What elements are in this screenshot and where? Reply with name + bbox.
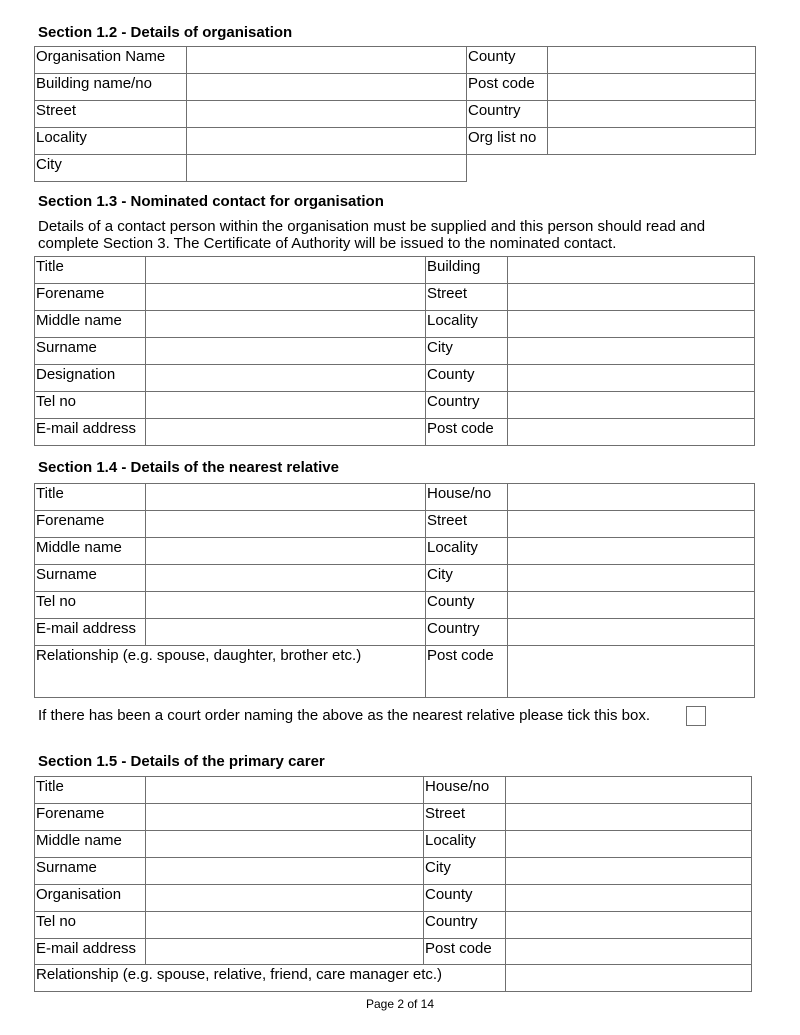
table-row (35, 101, 756, 128)
table-row (35, 338, 755, 365)
org-list-no-label: Org list no (467, 128, 548, 155)
contact-title-input[interactable] (147, 258, 424, 275)
org-list-no-input[interactable] (549, 129, 754, 146)
contact-country-input[interactable] (509, 393, 753, 410)
contact-title-label: Title (35, 257, 146, 284)
carer-surname-input[interactable] (147, 859, 422, 876)
table-row (35, 284, 755, 311)
relative-title-input[interactable] (147, 485, 424, 502)
org-name-field[interactable] (187, 47, 467, 74)
relative-title-field[interactable] (146, 484, 426, 511)
org-building-label: Building name/no (35, 74, 187, 101)
relative-forename-input[interactable] (147, 512, 424, 529)
table-row (35, 965, 752, 992)
contact-postcode-label: Post code (426, 419, 508, 446)
table-row (35, 912, 752, 939)
contact-building-input[interactable] (509, 258, 753, 275)
contact-locality-field[interactable] (508, 311, 755, 338)
contact-surname-field[interactable] (146, 338, 426, 365)
table-row (35, 939, 752, 965)
contact-building-label: Building (426, 257, 508, 284)
contact-email-input[interactable] (147, 420, 424, 437)
relative-tel-field[interactable] (146, 592, 426, 619)
org-county-field[interactable] (548, 47, 756, 74)
contact-forename-input[interactable] (147, 285, 424, 302)
relative-middle-name-field[interactable] (146, 538, 426, 565)
org-postcode-field[interactable] (548, 74, 756, 101)
table-row (35, 484, 755, 511)
relative-surname-label: Surname (35, 565, 146, 592)
nearest-relative-table (34, 483, 755, 698)
table-row (35, 311, 755, 338)
contact-city-field[interactable] (508, 338, 755, 365)
carer-postcode-label: Post code (424, 939, 506, 965)
org-country-input[interactable] (549, 102, 754, 119)
carer-city-label: City (424, 858, 506, 885)
relative-postcode-field[interactable] (508, 646, 755, 698)
carer-organisation-label: Organisation (35, 885, 146, 912)
carer-relationship-label: Relationship (e.g. spouse, relative, friend, care manager etc.) (35, 965, 506, 992)
relative-county-label: County (426, 592, 508, 619)
org-name-input[interactable] (188, 48, 465, 65)
carer-forename-field[interactable] (146, 804, 424, 831)
contact-city-input[interactable] (509, 339, 753, 356)
contact-surname-label: Surname (35, 338, 146, 365)
carer-country-input[interactable] (507, 913, 750, 930)
relative-locality-field[interactable] (508, 538, 755, 565)
table-row (35, 511, 755, 538)
carer-surname-label: Surname (35, 858, 146, 885)
org-street-field[interactable] (187, 101, 467, 128)
table-row (35, 885, 752, 912)
carer-house-label: House/no (424, 777, 506, 804)
relative-house-label: House/no (426, 484, 508, 511)
relative-country-input[interactable] (509, 620, 753, 637)
carer-surname-field[interactable] (146, 858, 424, 885)
table-row (35, 646, 755, 698)
carer-locality-field[interactable] (506, 831, 752, 858)
relative-street-field[interactable] (508, 511, 755, 538)
relative-surname-field[interactable] (146, 565, 426, 592)
contact-surname-input[interactable] (147, 339, 424, 356)
contact-locality-input[interactable] (509, 312, 753, 329)
section-1-5-heading: Section 1.5 - Details of the primary carer (38, 753, 325, 770)
carer-email-input[interactable] (147, 940, 422, 957)
table-row (35, 47, 756, 74)
org-country-label: Country (467, 101, 548, 128)
contact-street-input[interactable] (509, 285, 753, 302)
table-row (35, 257, 755, 284)
relative-tel-label: Tel no (35, 592, 146, 619)
contact-tel-label: Tel no (35, 392, 146, 419)
carer-organisation-input[interactable] (147, 886, 422, 903)
carer-title-label: Title (35, 777, 146, 804)
relative-city-label: City (426, 565, 508, 592)
contact-designation-input[interactable] (147, 366, 424, 383)
carer-email-label: E-mail address (35, 939, 146, 965)
section-1-3-heading: Section 1.3 - Nominated contact for organisation (38, 193, 384, 210)
page-number: Page 2 of 14 (365, 997, 435, 1011)
carer-locality-label: Locality (424, 831, 506, 858)
carer-house-input[interactable] (507, 778, 750, 795)
carer-tel-label: Tel no (35, 912, 146, 939)
table-row (35, 419, 755, 446)
contact-tel-input[interactable] (147, 393, 424, 410)
relative-email-label: E-mail address (35, 619, 146, 646)
carer-street-input[interactable] (507, 805, 750, 822)
carer-postcode-input[interactable] (507, 940, 750, 957)
org-name-label: Organisation Name (35, 47, 187, 74)
table-row (35, 128, 756, 155)
relative-middle-name-label: Middle name (35, 538, 146, 565)
relative-title-label: Title (35, 484, 146, 511)
carer-city-input[interactable] (507, 859, 750, 876)
relative-country-field[interactable] (508, 619, 755, 646)
relative-locality-label: Locality (426, 538, 508, 565)
relative-forename-label: Forename (35, 511, 146, 538)
carer-house-field[interactable] (506, 777, 752, 804)
contact-building-field[interactable] (508, 257, 755, 284)
org-locality-label: Locality (35, 128, 187, 155)
org-county-input[interactable] (549, 48, 754, 65)
carer-relationship-input[interactable] (507, 966, 750, 983)
section-1-4-heading: Section 1.4 - Details of the nearest relative (38, 459, 339, 476)
contact-county-input[interactable] (509, 366, 753, 383)
org-postcode-input[interactable] (549, 75, 754, 92)
carer-country-label: Country (424, 912, 506, 939)
relative-city-field[interactable] (508, 565, 755, 592)
relative-house-field[interactable] (508, 484, 755, 511)
section-1-3-description: Details of a contact person within the organisation must be supplied and this person should read and complete Section 3. The Certificate of Authority will be issued to the nominated contact. (38, 218, 706, 252)
org-building-input[interactable] (188, 75, 465, 92)
table-row (35, 74, 756, 101)
contact-country-label: Country (426, 392, 508, 419)
carer-postcode-field[interactable] (506, 939, 752, 965)
contact-middle-name-input[interactable] (147, 312, 424, 329)
contact-email-label: E-mail address (35, 419, 146, 446)
contact-email-field[interactable] (146, 419, 426, 446)
carer-county-field[interactable] (506, 885, 752, 912)
carer-county-label: County (424, 885, 506, 912)
contact-street-label: Street (426, 284, 508, 311)
contact-postcode-input[interactable] (509, 420, 753, 437)
carer-city-field[interactable] (506, 858, 752, 885)
table-row (35, 831, 752, 858)
relative-relationship-field[interactable] (35, 646, 426, 698)
carer-title-input[interactable] (147, 778, 422, 795)
contact-title-field[interactable] (146, 257, 426, 284)
relative-county-input[interactable] (509, 593, 753, 610)
table-row (35, 858, 752, 885)
relative-locality-input[interactable] (509, 539, 753, 556)
relative-street-input[interactable] (509, 512, 753, 529)
contact-tel-field[interactable] (146, 392, 426, 419)
contact-city-label: City (426, 338, 508, 365)
carer-county-input[interactable] (507, 886, 750, 903)
carer-tel-input[interactable] (147, 913, 422, 930)
org-street-label: Street (35, 101, 187, 128)
carer-country-field[interactable] (506, 912, 752, 939)
table-row (35, 565, 755, 592)
carer-street-field[interactable] (506, 804, 752, 831)
relative-email-input[interactable] (147, 620, 424, 637)
table-row (35, 365, 755, 392)
relative-city-input[interactable] (509, 566, 753, 583)
org-city-input[interactable] (188, 156, 465, 173)
carer-tel-field[interactable] (146, 912, 424, 939)
org-locality-field[interactable] (187, 128, 467, 155)
org-city-field[interactable] (187, 155, 467, 182)
table-row (35, 155, 756, 182)
table-row (35, 538, 755, 565)
org-building-field[interactable] (187, 74, 467, 101)
carer-forename-input[interactable] (147, 805, 422, 822)
contact-middle-name-field[interactable] (146, 311, 426, 338)
relative-tel-input[interactable] (147, 593, 424, 610)
table-row (35, 592, 755, 619)
table-row (35, 619, 755, 646)
contact-postcode-field[interactable] (508, 419, 755, 446)
carer-relationship-field[interactable] (506, 965, 752, 992)
org-street-input[interactable] (188, 102, 465, 119)
relative-surname-input[interactable] (147, 566, 424, 583)
relative-postcode-label: Post code (426, 646, 508, 698)
carer-middle-name-input[interactable] (147, 832, 422, 849)
relative-postcode-input[interactable] (509, 647, 753, 664)
carer-forename-label: Forename (35, 804, 146, 831)
relative-county-field[interactable] (508, 592, 755, 619)
table-row (35, 804, 752, 831)
carer-email-field[interactable] (146, 939, 424, 965)
org-country-field[interactable] (548, 101, 756, 128)
court-order-checkbox[interactable] (686, 706, 706, 726)
relative-street-label: Street (426, 511, 508, 538)
contact-country-field[interactable] (508, 392, 755, 419)
contact-forename-label: Forename (35, 284, 146, 311)
carer-street-label: Street (424, 804, 506, 831)
contact-street-field[interactable] (508, 284, 755, 311)
organisation-details-table (34, 46, 756, 182)
contact-locality-label: Locality (426, 311, 508, 338)
carer-organisation-field[interactable] (146, 885, 424, 912)
table-row (35, 777, 752, 804)
org-city-label: City (35, 155, 187, 182)
contact-designation-field[interactable] (146, 365, 426, 392)
carer-title-field[interactable] (146, 777, 424, 804)
relative-country-label: Country (426, 619, 508, 646)
court-order-text: If there has been a court order naming the above as the nearest relative please tick this box. (38, 707, 651, 724)
org-locality-input[interactable] (188, 129, 465, 146)
relative-middle-name-input[interactable] (147, 539, 424, 556)
contact-county-field[interactable] (508, 365, 755, 392)
org-list-no-field[interactable] (548, 128, 756, 155)
empty-cell (467, 155, 756, 182)
carer-middle-name-field[interactable] (146, 831, 424, 858)
org-postcode-label: Post code (467, 74, 548, 101)
org-county-label: County (467, 47, 548, 74)
table-row (35, 392, 755, 419)
carer-middle-name-label: Middle name (35, 831, 146, 858)
relative-relationship-label: Relationship (e.g. spouse, daughter, brother etc.) (36, 647, 362, 664)
contact-county-label: County (426, 365, 508, 392)
nominated-contact-table (34, 256, 755, 446)
primary-carer-table (34, 776, 752, 992)
section-1-2-heading: Section 1.2 - Details of organisation (38, 24, 293, 41)
contact-middle-name-label: Middle name (35, 311, 146, 338)
contact-forename-field[interactable] (146, 284, 426, 311)
relative-house-input[interactable] (509, 485, 753, 502)
carer-locality-input[interactable] (507, 832, 750, 849)
contact-designation-label: Designation (35, 365, 146, 392)
relative-forename-field[interactable] (146, 511, 426, 538)
relative-email-field[interactable] (146, 619, 426, 646)
